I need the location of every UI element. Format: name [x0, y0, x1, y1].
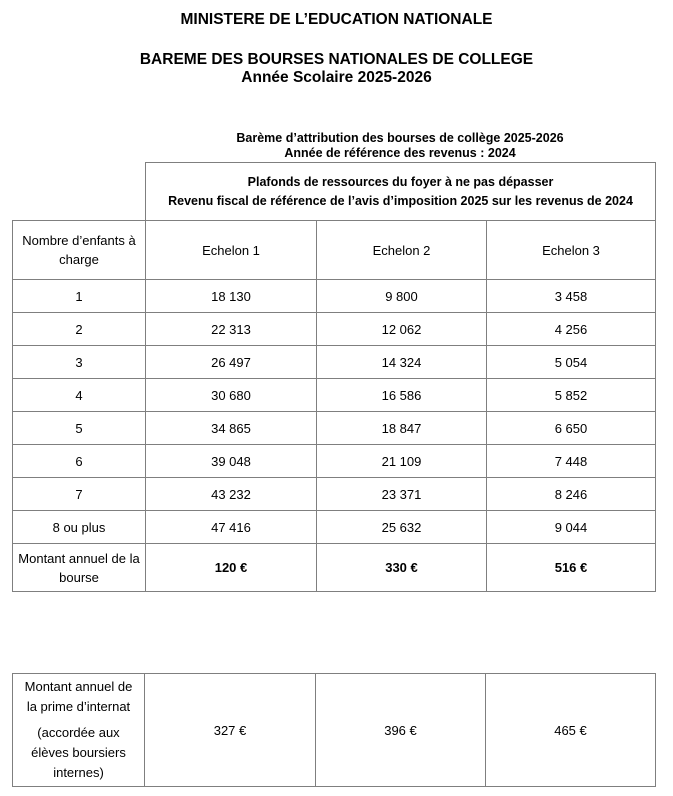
- table-row: [13, 511, 656, 544]
- plafond-line-1: Plafonds de ressources du foyer à ne pas dépasser: [247, 174, 554, 189]
- echelon-3-value: 3 458: [487, 280, 656, 313]
- montant-label-line-1: Montant annuel de la: [18, 550, 140, 566]
- echelon-1-value: 47 416: [146, 511, 317, 544]
- children-count: 3: [13, 346, 146, 379]
- reference-year-caption: Année de référence des revenus : 2024: [284, 146, 516, 160]
- echelon-1-header: Echelon 1: [146, 221, 317, 280]
- echelon-2-value: 18 847: [317, 412, 487, 445]
- echelon-2-value: 23 371: [317, 478, 487, 511]
- prime-row: [13, 674, 656, 787]
- prime-echelon-1: 327 €: [145, 674, 316, 787]
- children-count: 4: [13, 379, 146, 412]
- echelon-1-value: 30 680: [146, 379, 317, 412]
- montant-echelon-1: 120 €: [146, 544, 317, 592]
- table-row: [13, 379, 656, 412]
- children-header-line-2: charge: [59, 252, 99, 267]
- prime-note-line-2: élèves boursiers: [31, 745, 126, 760]
- montant-label: [13, 544, 146, 592]
- echelon-2-value: 25 632: [317, 511, 487, 544]
- montant-label-line-2: bourse: [59, 569, 99, 585]
- montant-echelon-3: 516 €: [487, 544, 656, 592]
- document-title: BAREME DES BOURSES NATIONALES DE COLLEGE: [139, 51, 534, 68]
- school-year: Année Scolaire 2025-2026: [241, 69, 432, 86]
- children-count: 6: [13, 445, 146, 478]
- table-row: [13, 280, 656, 313]
- echelon-1-value: 43 232: [146, 478, 317, 511]
- echelon-3-value: 5 054: [487, 346, 656, 379]
- table-caption: Barème d’attribution des bourses de collège 2025-2026: [236, 131, 564, 145]
- echelon-1-value: 39 048: [146, 445, 317, 478]
- echelon-3-header: Echelon 3: [487, 221, 656, 280]
- plafond-line-2: Revenu fiscal de référence de l’avis d’imposition 2025 sur les revenus de 2024: [168, 193, 633, 208]
- echelon-2-header: Echelon 2: [317, 221, 487, 280]
- children-count: 7: [13, 478, 146, 511]
- children-header-line-1: Nombre d’enfants à: [22, 233, 136, 248]
- children-count: 1: [13, 280, 146, 313]
- children-count: 8 ou plus: [13, 511, 146, 544]
- echelon-3-value: 4 256: [487, 313, 656, 346]
- children-header: [13, 221, 146, 280]
- echelon-2-value: 21 109: [317, 445, 487, 478]
- table-row: [13, 412, 656, 445]
- echelon-1-value: 18 130: [146, 280, 317, 313]
- echelon-2-value: 9 800: [317, 280, 487, 313]
- table-row: [13, 445, 656, 478]
- children-count: 2: [13, 313, 146, 346]
- echelon-3-value: 7 448: [487, 445, 656, 478]
- montant-echelon-2: 330 €: [317, 544, 487, 592]
- table-row: [13, 313, 656, 346]
- empty-corner: [13, 163, 146, 221]
- children-count: 5: [13, 412, 146, 445]
- prime-note-line-1: (accordée aux: [37, 725, 120, 740]
- ministry-heading: MINISTERE DE L’EDUCATION NATIONALE: [180, 11, 493, 28]
- prime-label: [13, 674, 145, 787]
- echelon-2-value: 14 324: [317, 346, 487, 379]
- prime-label-line-2: la prime d’internat: [26, 699, 131, 714]
- echelon-2-value: 16 586: [317, 379, 487, 412]
- table-row: [13, 478, 656, 511]
- prime-echelon-3: 465 €: [486, 674, 656, 787]
- table-row: [13, 346, 656, 379]
- bareme-table: [12, 162, 656, 592]
- echelon-1-value: 22 313: [146, 313, 317, 346]
- prime-internat-table: [12, 673, 656, 787]
- montant-row: [13, 544, 656, 592]
- echelon-3-value: 5 852: [487, 379, 656, 412]
- plafond-header: [146, 163, 656, 221]
- echelon-1-value: 34 865: [146, 412, 317, 445]
- prime-echelon-2: 396 €: [316, 674, 486, 787]
- echelon-3-value: 8 246: [487, 478, 656, 511]
- echelon-2-value: 12 062: [317, 313, 487, 346]
- echelon-3-value: 6 650: [487, 412, 656, 445]
- prime-label-line-1: Montant annuel de: [24, 679, 133, 694]
- echelon-1-value: 26 497: [146, 346, 317, 379]
- prime-note-line-3: internes): [53, 765, 104, 780]
- echelon-3-value: 9 044: [487, 511, 656, 544]
